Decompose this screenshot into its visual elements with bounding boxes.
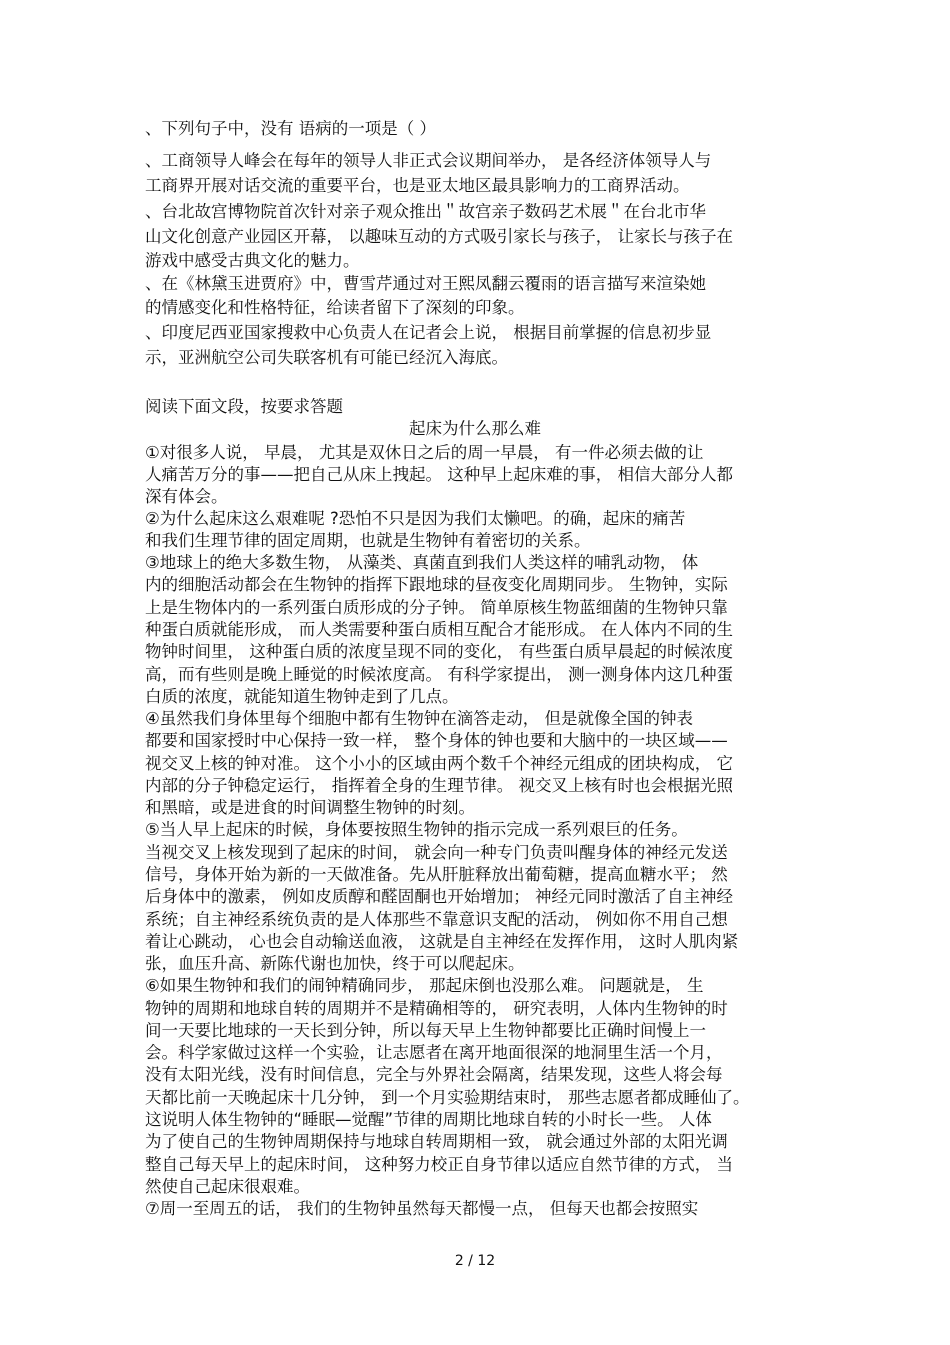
body-line: 没有太阳光线，没有时间信息，完全与外界社会隔离，结果发现，这些人将会每 xyxy=(145,1065,723,1084)
option-d-line-1: 、印度尼西亚国家搜救中心负责人在记者会上说， 根据目前掌握的信息初步显 xyxy=(145,323,712,342)
body-line: 然使自己起床很艰难。 xyxy=(145,1177,310,1196)
body-line: 种蛋白质就能形成， 而人类需要种蛋白质相互配合才能形成。 在人体内不同的生 xyxy=(145,620,733,639)
body-line: ⑤当人早上起床的时候，身体要按照生物钟的指示完成一系列艰巨的任务。 xyxy=(145,820,688,839)
body-line: 会。科学家做过这样一个实验，让志愿者在离开地面很深的地洞里生活一个月， xyxy=(145,1043,723,1062)
body-line: 和我们生理节律的固定周期，也就是生物钟有着密切的关系。 xyxy=(145,531,591,550)
body-line: 物钟时间里， 这种蛋白质的浓度呈现不同的变化， 有些蛋白质早晨起的时候浓度 xyxy=(145,642,733,661)
body-line: 张，血压升高、新陈代谢也加快，终于可以爬起床。 xyxy=(145,954,525,973)
body-line: ③地球上的绝大多数生物， 从藻类、真菌直到我们人类这样的哺乳动物， 体 xyxy=(145,553,699,572)
body-line: 信号，身体开始为新的一天做准备。先从肝脏释放出葡萄糖，提高血糖水平； 然 xyxy=(145,865,728,884)
option-c-line-2: 的情感变化和性格特征，给读者留下了深刻的印象。 xyxy=(145,298,525,317)
body-line: 为了使自己的生物钟周期保持与地球自转周期相一致， 就会通过外部的太阳光调 xyxy=(145,1132,728,1151)
body-line: ⑥如果生物钟和我们的闹钟精确同步， 那起床倒也没那么难。 问题就是， 生 xyxy=(145,976,704,995)
body-line: 都要和国家授时中心保持一致一样， 整个身体的钟也要和大脑中的一块区域—— xyxy=(145,731,728,750)
body-line: 内的细胞活动都会在生物钟的指挥下跟地球的昼夜变化周期同步。 生物钟，实际 xyxy=(145,575,728,594)
body-line: 高，而有些则是晚上睡觉的时候浓度高。 有科学家提出， 测一测身体内这几种蛋 xyxy=(145,665,733,684)
option-b-line-3: 游戏中感受古典文化的魅力。 xyxy=(145,251,360,270)
body-line: 后身体中的激素， 例如皮质醇和醛固酮也开始增加； 神经元同时激活了自主神经 xyxy=(145,887,733,906)
body-line: 内部的分子钟稳定运行， 指挥着全身的生理节律。 视交叉上核有时也会根据光照 xyxy=(145,776,733,795)
option-d-line-2: 示，亚洲航空公司失联客机有可能已经沉入海底。 xyxy=(145,348,508,367)
body-line: ②为什么起床这么艰难呢 ?恐怕不只是因为我们太懒吧。的确，起床的痛苦 xyxy=(145,509,686,528)
option-c-line-1: 、在《林黛玉进贾府》中，曹雪芹通过对王熙凤翻云覆雨的语言描写来渲染她 xyxy=(145,274,706,293)
body-line: 系统；自主神经系统负责的是人体那些不靠意识支配的活动， 例如你不用自己想 xyxy=(145,910,728,929)
body-line: 整自己每天早上的起床时间， 这种努力校正自身节律以适应自然节律的方式， 当 xyxy=(145,1155,733,1174)
body-line: 天都比前一天晚起床十几分钟， 到一个月实验期结束时， 那些志愿者都成睡仙了。 xyxy=(145,1088,750,1107)
body-line: 间一天要比地球的一天长到分钟，所以每天早上生物钟都要比正确时间慢上一 xyxy=(145,1021,706,1040)
body-line: 物钟的周期和地球自转的周期并不是精确相等的， 研究表明，人体内生物钟的时 xyxy=(145,999,728,1018)
reading-title: 起床为什么那么难 xyxy=(409,419,541,438)
option-a-line-1: 、工商领导人峰会在每年的领导人非正式会议期间举办， 是各经济体领导人与 xyxy=(145,151,712,170)
body-line: ④虽然我们身体里每个细胞中都有生物钟在滴答走动， 但是就像全国的钟表 xyxy=(145,709,694,728)
body-line: 白质的浓度，就能知道生物钟走到了几点。 xyxy=(145,687,459,706)
option-b-line-2: 山文化创意产业园区开幕， 以趣味互动的方式吸引家长与孩子， 让家长与孩子在 xyxy=(145,227,733,246)
reading-instruction: 阅读下面文段，按要求答题 xyxy=(145,397,343,416)
body-line: 着让心跳动， 心也会自动输送血液， 这就是自主神经在发挥作用， 这时人肌肉紧 xyxy=(145,932,739,951)
option-b-line-1: 、台北故宫博物院首次针对亲子观众推出＂故宫亲子数码艺术展＂在台北市华 xyxy=(145,202,706,221)
question-stem: 、下列句子中，没有 语病的一项是（ ） xyxy=(145,119,436,138)
body-line: 这说明人体生物钟的“睡眠—觉醒”节律的周期比地球自转的小时长一些。 人体 xyxy=(145,1110,712,1129)
body-line: 视交叉上核的钟对准。 这个小小的区域由两个数千个神经元组成的团块构成， 它 xyxy=(145,754,733,773)
body-line: 上是生物体内的一系列蛋白质形成的分子钟。 简单原核生物蓝细菌的生物钟只靠 xyxy=(145,598,728,617)
option-a-line-2: 工商界开展对话交流的重要平台，也是亚太地区最具影响力的工商界活动。 xyxy=(145,176,690,195)
body-line: ⑦周一至周五的话， 我们的生物钟虽然每天都慢一点， 但每天也都会按照实 xyxy=(145,1199,699,1218)
body-line: ①对很多人说， 早晨， 尤其是双休日之后的周一早晨， 有一件必须去做的让 xyxy=(145,443,704,462)
body-line: 人痛苦万分的事——把自己从床上拽起。 这种早上起床难的事， 相信大部分人都 xyxy=(145,465,733,484)
page-number: 2 / 12 xyxy=(454,1253,496,1269)
body-line: 深有体会。 xyxy=(145,487,228,506)
body-line: 和黑暗，或是进食的时间调整生物钟的时刻。 xyxy=(145,798,475,817)
body-line: 当视交叉上核发现到了起床的时间， 就会向一种专门负责叫醒身体的神经元发送 xyxy=(145,843,728,862)
